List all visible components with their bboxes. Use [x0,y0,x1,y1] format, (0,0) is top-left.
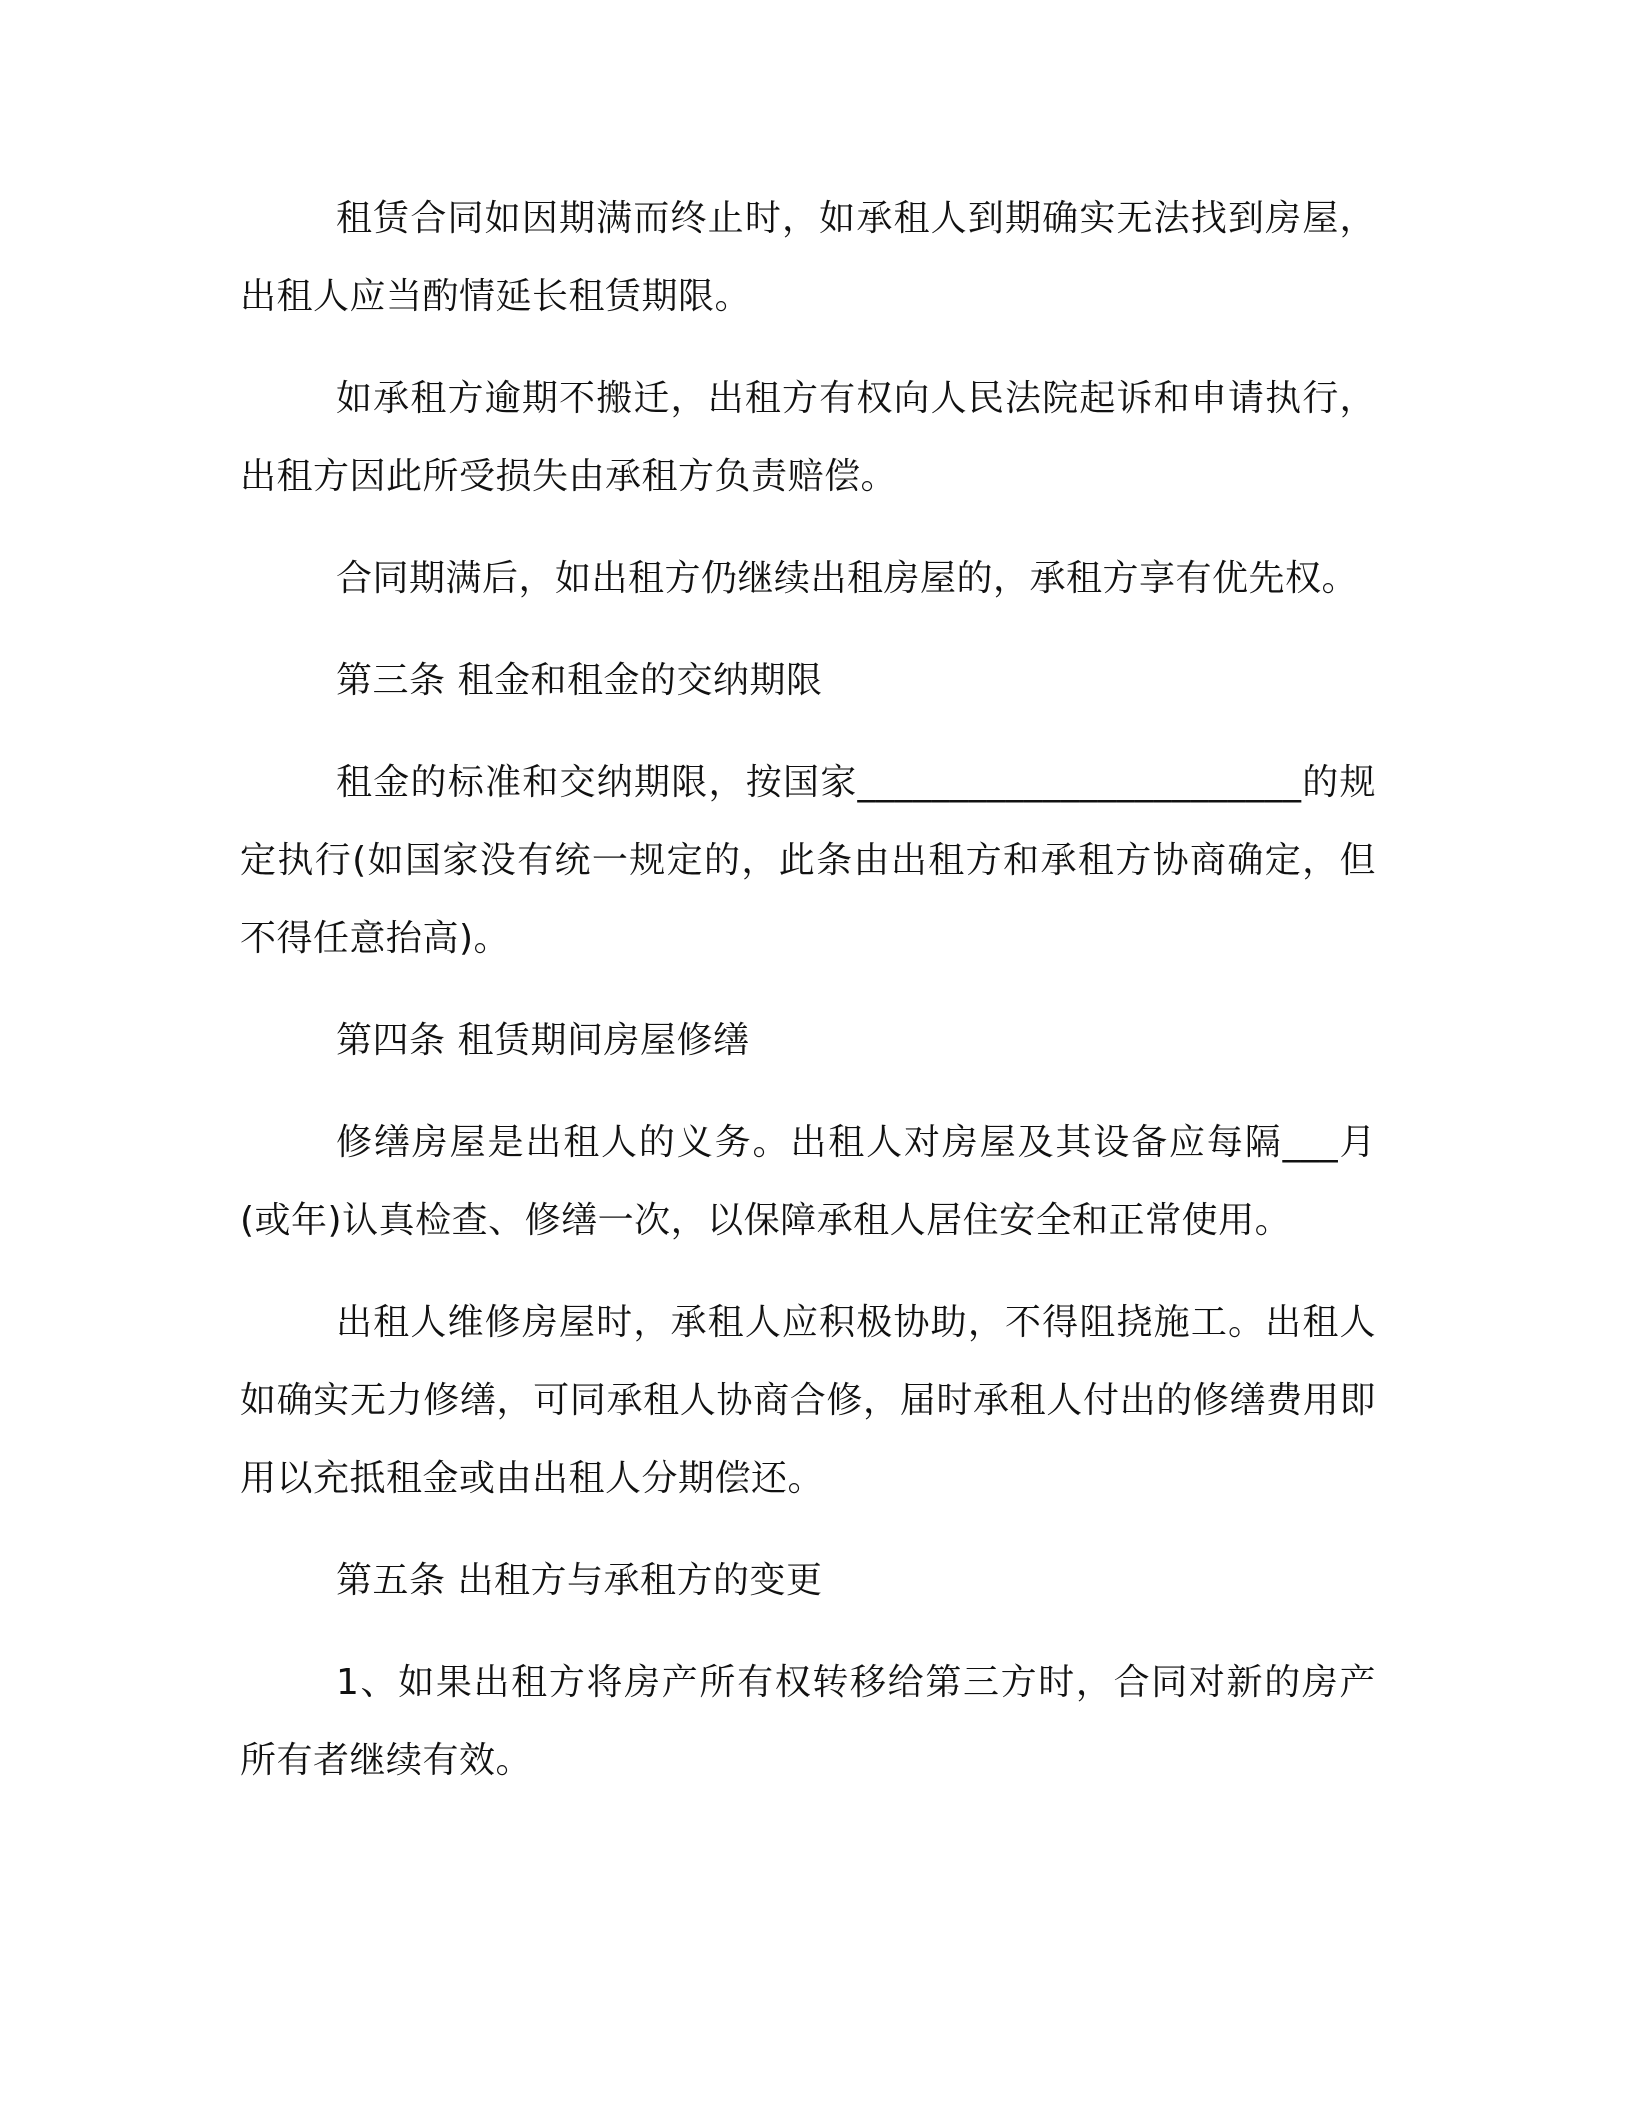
article-four-heading: 第四条 租赁期间房屋修缮 [336,1020,750,1061]
article-five-heading: 第五条 出租方与承租方的变更 [336,1560,823,1601]
paragraph-repair-duty: 修缮房屋是出租人的义务。出租人对房屋及其设备应每隔___月(或年)认真检查、修缮一次，以保障承租人居住安全和正常使用。 [240,1122,1376,1241]
document-body [240,180,1376,1800]
paragraph-rent-standard: 租金的标准和交纳期限，按国家________________________的规定执行(如国家没有统一规定的，此条由出租方和承租方协商确定，但不得任意抬高)。 [240,762,1376,959]
paragraph-ownership-transfer: 1、如果出租方将房产所有权转移给第三方时，合同对新的房产所有者继续有效。 [240,1662,1376,1781]
paragraph-repair-cooperation: 出租人维修房屋时，承租人应积极协助，不得阻挠施工。出租人如确实无力修缮，可同承租人协商合修，届时承租人付出的修缮费用即用以充抵租金或由出租人分期偿还。 [240,1302,1376,1499]
article-three-heading: 第三条 租金和租金的交纳期限 [336,660,823,701]
paragraph-eviction: 如承租方逾期不搬迁，出租方有权向人民法院起诉和申请执行，出租方因此所受损失由承租方负责赔偿。 [240,378,1376,497]
paragraph-lease-expiry: 租赁合同如因期满而终止时，如承租人到期确实无法找到房屋，出租人应当酌情延长租赁期限。 [240,198,1376,317]
paragraph-priority-right: 合同期满后，如出租方仍继续出租房屋的，承租方享有优先权。 [336,558,1359,599]
